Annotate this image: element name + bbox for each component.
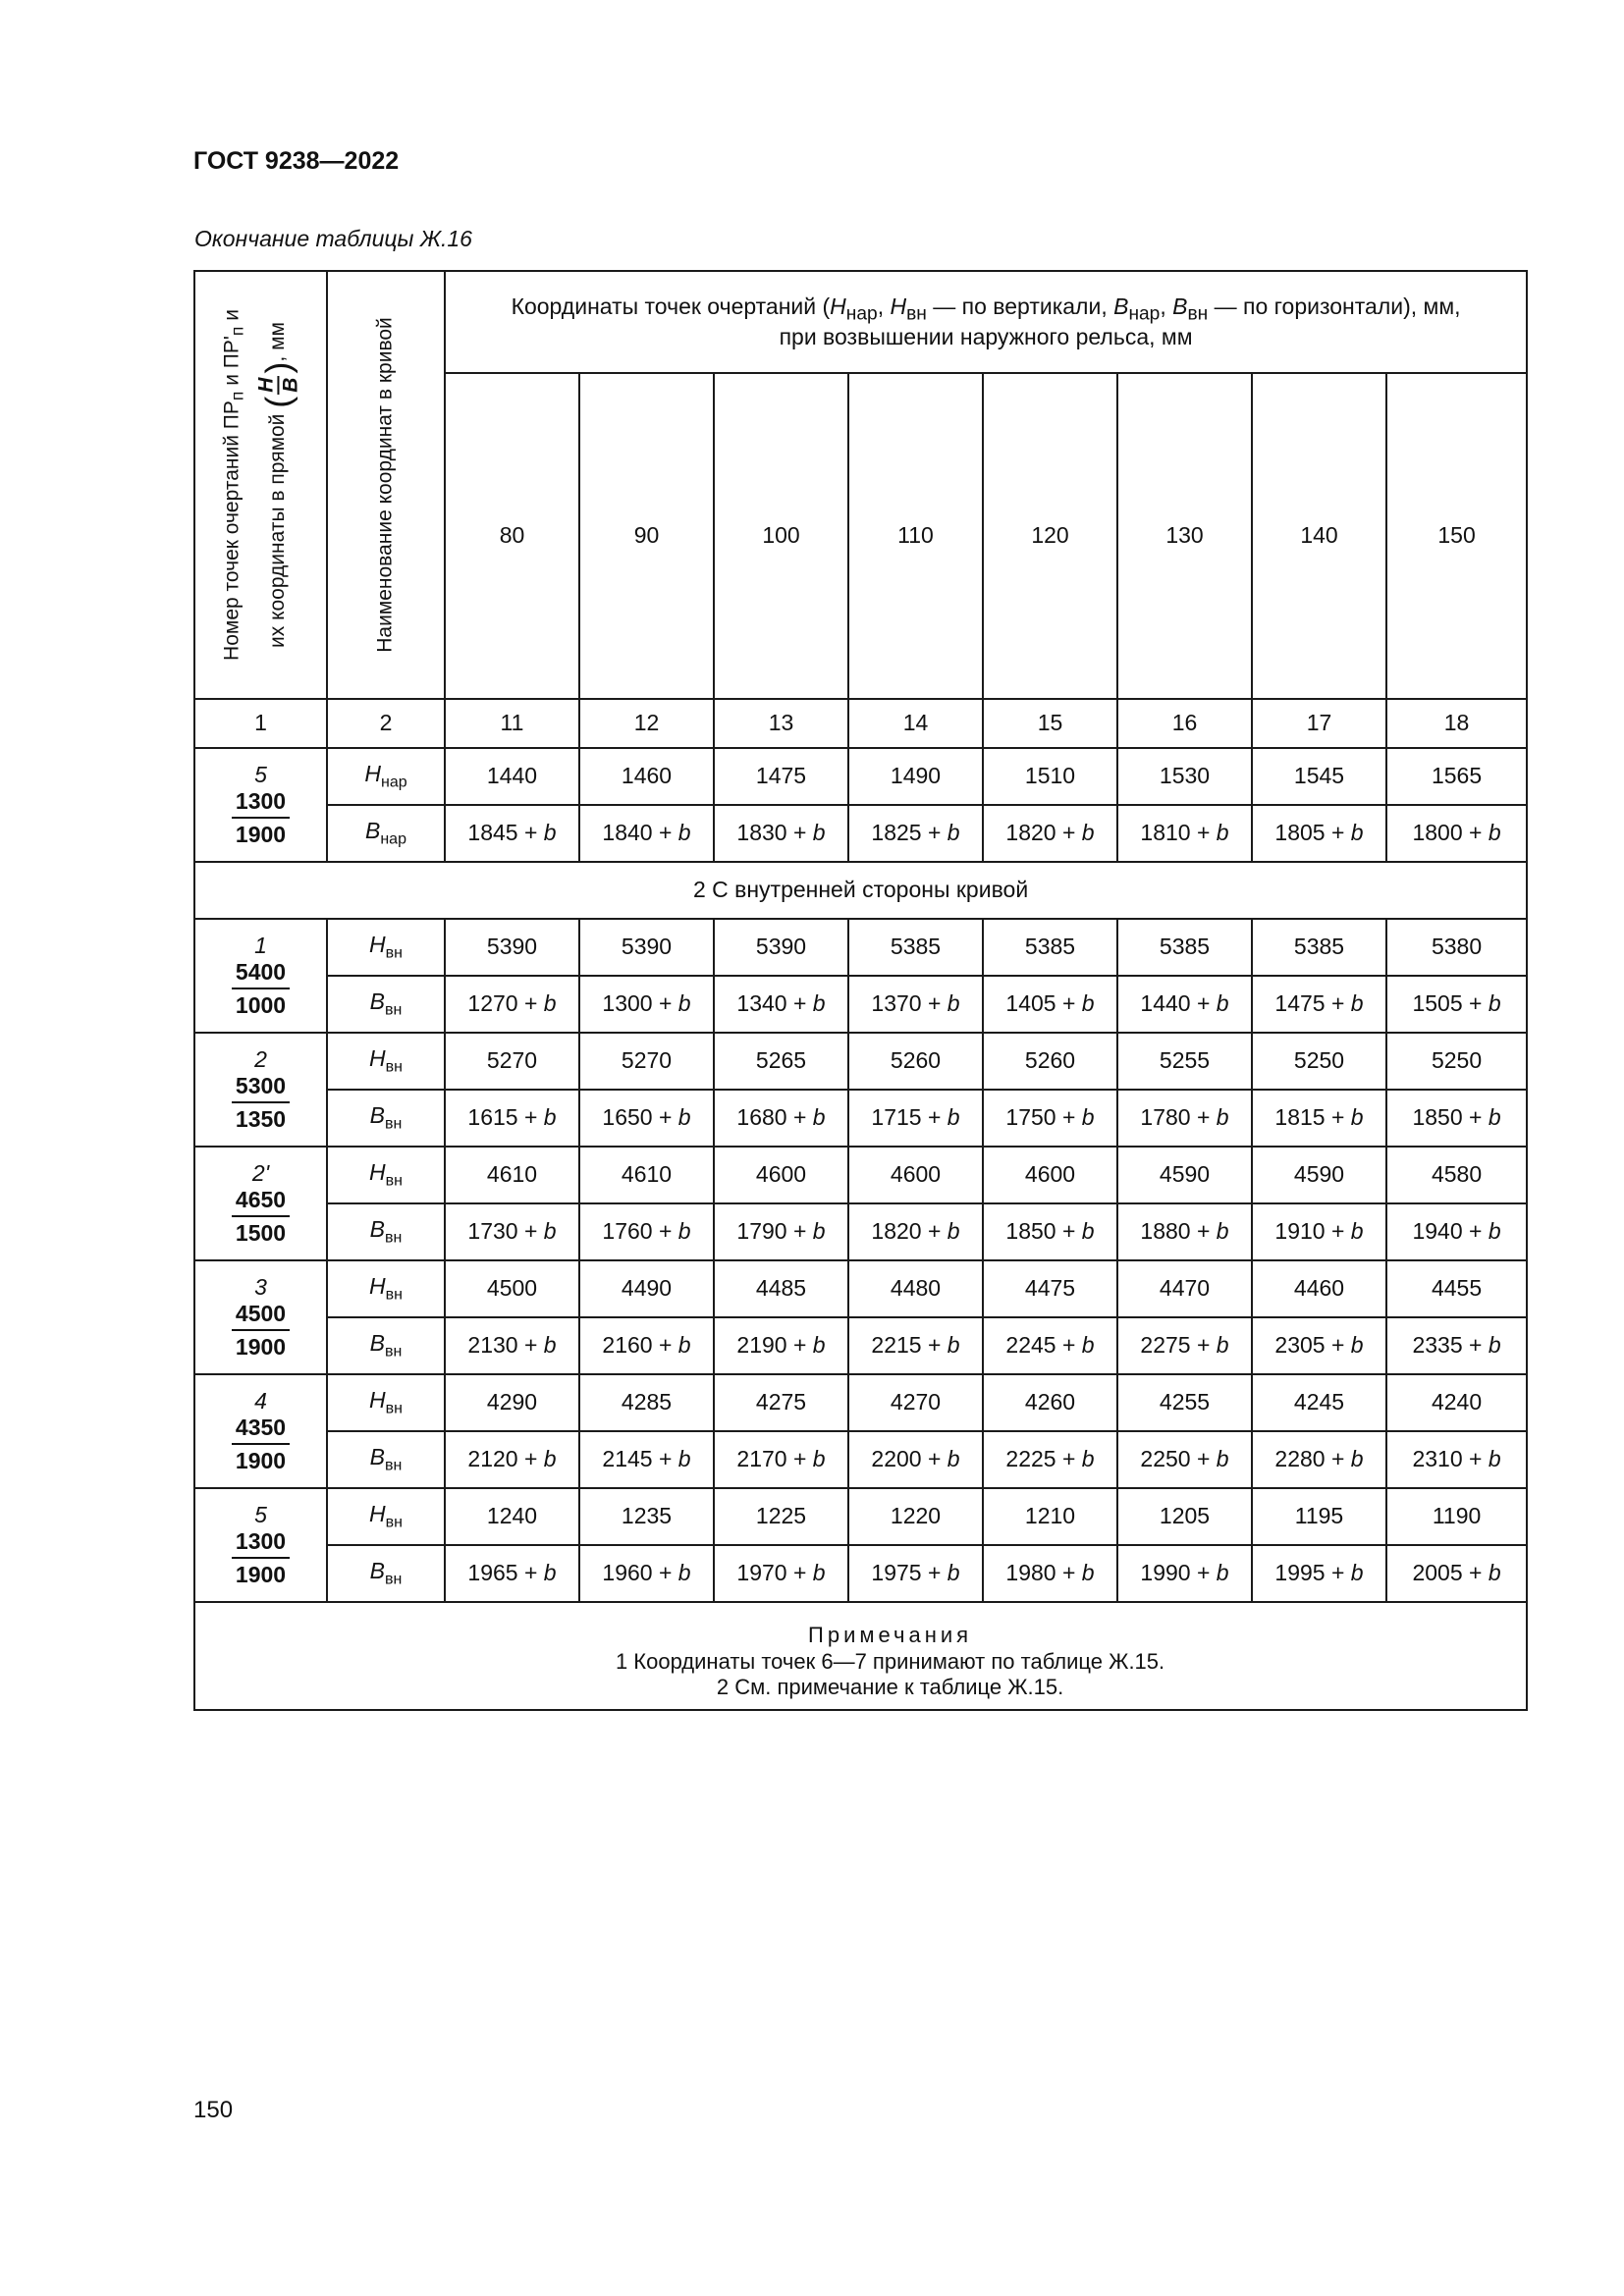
point-id-cell xyxy=(194,748,327,862)
notes-cell xyxy=(194,1602,1527,1710)
coord-label-h: $H_{вн}$ xyxy=(327,1374,445,1431)
value-cell: 2335 + b xyxy=(1386,1317,1527,1374)
value-cell: 4610 xyxy=(579,1147,714,1203)
value-cell: 1530 xyxy=(1117,748,1252,805)
value-cell: 4270 xyxy=(848,1374,983,1431)
value-cell: 1730 + b xyxy=(445,1203,579,1260)
value-cell: 1975 + b xyxy=(848,1545,983,1602)
value-cell: 1680 + b xyxy=(714,1090,848,1147)
value-cell: 1615 + b xyxy=(445,1090,579,1147)
header-fraction: H B xyxy=(254,377,302,393)
value-cell: 4485 xyxy=(714,1260,848,1317)
table-caption: Окончание таблицы Ж.16 xyxy=(194,226,472,251)
value-cell: 2250 + b xyxy=(1117,1431,1252,1488)
coord-label-b: $B_{вн}$ xyxy=(327,1090,445,1147)
table-row xyxy=(194,1090,1527,1147)
value-cell: 4610 xyxy=(445,1147,579,1203)
value-cell: 2120 + b xyxy=(445,1431,579,1488)
value-cell: 4455 xyxy=(1386,1260,1527,1317)
header-elevation: 100 xyxy=(714,373,848,699)
header-elevation: 120 xyxy=(983,373,1117,699)
value-cell: 1960 + b xyxy=(579,1545,714,1602)
value-cell: 2130 + b xyxy=(445,1317,579,1374)
value-cell: 4600 xyxy=(714,1147,848,1203)
note-item: 2 См. примечание к таблице Ж.15. xyxy=(716,1675,1064,1700)
value-cell: 1845 + b xyxy=(445,805,579,862)
value-cell: 4245 xyxy=(1252,1374,1386,1431)
column-number: 15 xyxy=(983,699,1117,748)
value-cell: 5385 xyxy=(1252,919,1386,976)
table-row xyxy=(194,1488,1527,1545)
point-coordinates-fraction: $\frac{4500}{1900}$ xyxy=(232,1302,290,1361)
value-cell: 1225 xyxy=(714,1488,848,1545)
header-point-number: Номер точек очертаний $ПР_п$ и $ПР'_п$ и их координаты в прямой ( H B ), мм xyxy=(194,271,327,699)
value-cell: 1475 xyxy=(714,748,848,805)
value-cell: 5390 xyxy=(579,919,714,976)
point-id-cell xyxy=(194,1374,327,1488)
value-cell: 5270 xyxy=(579,1033,714,1090)
value-cell: 1780 + b xyxy=(1117,1090,1252,1147)
value-cell: 1195 xyxy=(1252,1488,1386,1545)
column-number: 13 xyxy=(714,699,848,748)
column-number: 12 xyxy=(579,699,714,748)
value-cell: 4460 xyxy=(1252,1260,1386,1317)
point-coordinates-fraction: $\frac{1300}{1900}$ xyxy=(232,1529,290,1588)
value-cell: 5380 xyxy=(1386,919,1527,976)
point-number: 3 xyxy=(254,1273,267,1300)
value-cell: 5390 xyxy=(714,919,848,976)
value-cell: 2190 + b xyxy=(714,1317,848,1374)
value-cell: 1850 + b xyxy=(983,1203,1117,1260)
header-elevation: 80 xyxy=(445,373,579,699)
column-number: 2 xyxy=(327,699,445,748)
value-cell: 4255 xyxy=(1117,1374,1252,1431)
value-cell: 1750 + b xyxy=(983,1090,1117,1147)
coord-label-b: $B_{вн}$ xyxy=(327,976,445,1033)
coord-label-b: $B_{вн}$ xyxy=(327,1317,445,1374)
table-row xyxy=(194,919,1527,976)
point-number: 1 xyxy=(254,932,267,958)
column-number: 14 xyxy=(848,699,983,748)
point-coordinates-fraction: $\frac{5400}{1000}$ xyxy=(232,960,290,1019)
header-elevation: 90 xyxy=(579,373,714,699)
table-row xyxy=(194,1033,1527,1090)
value-cell: 1205 xyxy=(1117,1488,1252,1545)
point-id-cell xyxy=(194,919,327,1033)
header-elevation: 130 xyxy=(1117,373,1252,699)
coord-label-h: $H_{вн}$ xyxy=(327,1488,445,1545)
value-cell: 1220 xyxy=(848,1488,983,1545)
value-cell: 4240 xyxy=(1386,1374,1527,1431)
value-cell: 4590 xyxy=(1252,1147,1386,1203)
point-number: 4 xyxy=(254,1387,267,1414)
value-cell: 5260 xyxy=(848,1033,983,1090)
value-cell: 4600 xyxy=(848,1147,983,1203)
value-cell: 4285 xyxy=(579,1374,714,1431)
value-cell: 4260 xyxy=(983,1374,1117,1431)
value-cell: 1300 + b xyxy=(579,976,714,1033)
value-cell: 5250 xyxy=(1386,1033,1527,1090)
value-cell: 4590 xyxy=(1117,1147,1252,1203)
value-cell: 1810 + b xyxy=(1117,805,1252,862)
table-row xyxy=(194,748,1527,805)
header-coordinate-name: Наименование координат в кривой xyxy=(327,271,445,699)
value-cell: 2160 + b xyxy=(579,1317,714,1374)
table-row xyxy=(194,1374,1527,1431)
table-row xyxy=(194,976,1527,1033)
notes-title: Примечания xyxy=(808,1622,973,1647)
value-cell: 2280 + b xyxy=(1252,1431,1386,1488)
value-cell: 4480 xyxy=(848,1260,983,1317)
value-cell: 2215 + b xyxy=(848,1317,983,1374)
value-cell: 2275 + b xyxy=(1117,1317,1252,1374)
value-cell: 4470 xyxy=(1117,1260,1252,1317)
table-row xyxy=(194,1203,1527,1260)
coord-label-b: $B_{нар}$ xyxy=(327,805,445,862)
table-row xyxy=(194,1545,1527,1602)
document-code: ГОСТ 9238—2022 xyxy=(193,147,400,175)
value-cell: 1820 + b xyxy=(848,1203,983,1260)
value-cell: 1965 + b xyxy=(445,1545,579,1602)
section-title: 2 С внутренней стороны кривой xyxy=(194,862,1527,919)
value-cell: 2225 + b xyxy=(983,1431,1117,1488)
value-cell: 1990 + b xyxy=(1117,1545,1252,1602)
coord-label-h: $H_{вн}$ xyxy=(327,1260,445,1317)
point-number: 2 xyxy=(254,1045,267,1072)
value-cell: 1830 + b xyxy=(714,805,848,862)
point-id-cell xyxy=(194,1033,327,1147)
value-cell: 4490 xyxy=(579,1260,714,1317)
value-cell: 5250 xyxy=(1252,1033,1386,1090)
page-number: 150 xyxy=(193,2097,234,2123)
value-cell: 4580 xyxy=(1386,1147,1527,1203)
point-coordinates-fraction: $\frac{4350}{1900}$ xyxy=(232,1415,290,1474)
point-id-cell xyxy=(194,1147,327,1260)
value-cell: 1715 + b xyxy=(848,1090,983,1147)
point-coordinates-fraction: $\frac{4650}{1500}$ xyxy=(232,1188,290,1247)
point-coordinates-fraction: $\frac{1300}{1900}$ xyxy=(232,789,290,848)
value-cell: 1650 + b xyxy=(579,1090,714,1147)
column-number: 18 xyxy=(1386,699,1527,748)
point-coordinates-fraction: $\frac{5300}{1350}$ xyxy=(232,1074,290,1133)
coord-label-h: $H_{вн}$ xyxy=(327,1033,445,1090)
value-cell: 2170 + b xyxy=(714,1431,848,1488)
value-cell: 1805 + b xyxy=(1252,805,1386,862)
value-cell: 1825 + b xyxy=(848,805,983,862)
value-cell: 2145 + b xyxy=(579,1431,714,1488)
value-cell: 1340 + b xyxy=(714,976,848,1033)
value-cell: 1270 + b xyxy=(445,976,579,1033)
value-cell: 1565 xyxy=(1386,748,1527,805)
header-elevation: 140 xyxy=(1252,373,1386,699)
value-cell: 2200 + b xyxy=(848,1431,983,1488)
value-cell: 1970 + b xyxy=(714,1545,848,1602)
value-cell: 5260 xyxy=(983,1033,1117,1090)
value-cell: 4500 xyxy=(445,1260,579,1317)
column-number: 16 xyxy=(1117,699,1252,748)
value-cell: 5390 xyxy=(445,919,579,976)
value-cell: 1800 + b xyxy=(1386,805,1527,862)
value-cell: 1980 + b xyxy=(983,1545,1117,1602)
value-cell: 1475 + b xyxy=(1252,976,1386,1033)
value-cell: 1240 xyxy=(445,1488,579,1545)
table-row xyxy=(194,1317,1527,1374)
value-cell: 5255 xyxy=(1117,1033,1252,1090)
value-cell: 1840 + b xyxy=(579,805,714,862)
value-cell: 1505 + b xyxy=(1386,976,1527,1033)
header-elevation: 150 xyxy=(1386,373,1527,699)
value-cell: 5265 xyxy=(714,1033,848,1090)
value-cell: 1190 xyxy=(1386,1488,1527,1545)
value-cell: 4475 xyxy=(983,1260,1117,1317)
value-cell: 1790 + b xyxy=(714,1203,848,1260)
value-cell: 1460 xyxy=(579,748,714,805)
value-cell: 1440 + b xyxy=(1117,976,1252,1033)
value-cell: 2005 + b xyxy=(1386,1545,1527,1602)
value-cell: 2245 + b xyxy=(983,1317,1117,1374)
coord-label-h: $H_{вн}$ xyxy=(327,1147,445,1203)
coord-label-b: $B_{вн}$ xyxy=(327,1545,445,1602)
value-cell: 1235 xyxy=(579,1488,714,1545)
value-cell: 5385 xyxy=(983,919,1117,976)
note-item: 1 Координаты точек 6—7 принимают по таблице Ж.15. xyxy=(615,1648,1165,1674)
header-elevation: 110 xyxy=(848,373,983,699)
coord-label-b: $B_{вн}$ xyxy=(327,1203,445,1260)
point-number: 5 xyxy=(254,1501,267,1527)
column-number: 11 xyxy=(445,699,579,748)
value-cell: 1510 xyxy=(983,748,1117,805)
value-cell: 1490 xyxy=(848,748,983,805)
coordinates-table xyxy=(193,270,1528,1711)
value-cell: 2305 + b xyxy=(1252,1317,1386,1374)
value-cell: 1940 + b xyxy=(1386,1203,1527,1260)
value-cell: 1910 + b xyxy=(1252,1203,1386,1260)
value-cell: 5385 xyxy=(848,919,983,976)
table-row xyxy=(194,805,1527,862)
point-number: 5 xyxy=(254,761,267,787)
point-id-cell xyxy=(194,1488,327,1602)
value-cell: 4275 xyxy=(714,1374,848,1431)
value-cell: 1405 + b xyxy=(983,976,1117,1033)
value-cell: 5385 xyxy=(1117,919,1252,976)
value-cell: 1815 + b xyxy=(1252,1090,1386,1147)
value-cell: 1545 xyxy=(1252,748,1386,805)
value-cell: 2310 + b xyxy=(1386,1431,1527,1488)
coord-label-h: $H_{нар}$ xyxy=(327,748,445,805)
value-cell: 4290 xyxy=(445,1374,579,1431)
value-cell: 5270 xyxy=(445,1033,579,1090)
table-row xyxy=(194,1431,1527,1488)
value-cell: 4600 xyxy=(983,1147,1117,1203)
section-row xyxy=(194,862,1527,919)
table-row xyxy=(194,1260,1527,1317)
notes-row xyxy=(194,1602,1527,1710)
column-number: 17 xyxy=(1252,699,1386,748)
value-cell: 1440 xyxy=(445,748,579,805)
value-cell: 1760 + b xyxy=(579,1203,714,1260)
value-cell: 1995 + b xyxy=(1252,1545,1386,1602)
coord-label-h: $H_{вн}$ xyxy=(327,919,445,976)
value-cell: 1850 + b xyxy=(1386,1090,1527,1147)
value-cell: 1370 + b xyxy=(848,976,983,1033)
column-number: 1 xyxy=(194,699,327,748)
header-coordinates-group: Координаты точек очертаний ($H_{нар}$, $H_{вн}$ — по вертикали, $B_{нар}$, $B_{вн}$ — по горизонтали), мм, при возвышении наружного рельса, мм xyxy=(445,271,1527,373)
point-id-cell xyxy=(194,1260,327,1374)
table-row xyxy=(194,1147,1527,1203)
value-cell: 1210 xyxy=(983,1488,1117,1545)
point-number: 2' xyxy=(251,1159,270,1186)
value-cell: 1880 + b xyxy=(1117,1203,1252,1260)
value-cell: 1820 + b xyxy=(983,805,1117,862)
coord-label-b: $B_{вн}$ xyxy=(327,1431,445,1488)
